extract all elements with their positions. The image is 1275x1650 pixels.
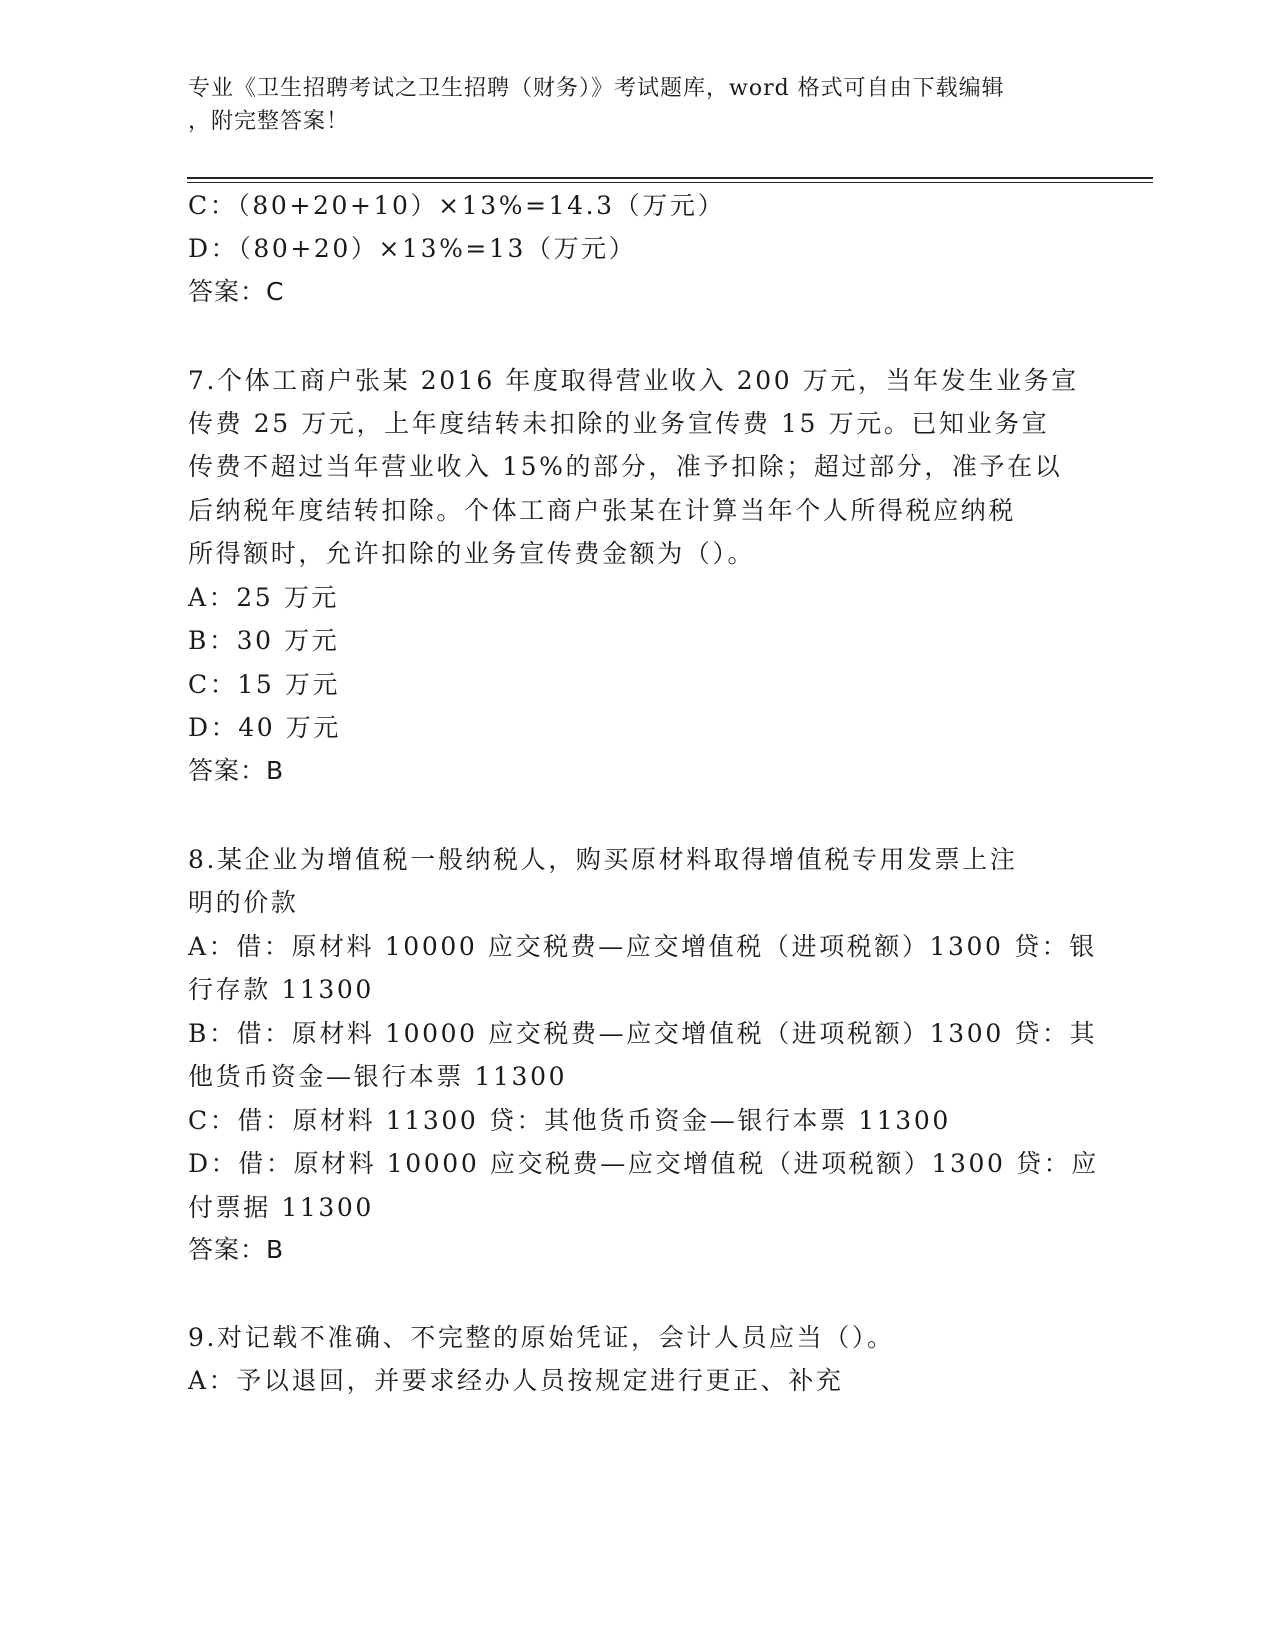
header-line-2: ，附完整答案！	[188, 109, 350, 134]
q7-option-d: D：40 万元	[188, 713, 342, 742]
q7-stem-line-4: 后纳税年度结转扣除。个体工商户张某在计算当年个人所得税应纳税	[188, 496, 1017, 525]
q7-stem-line-5: 所得额时，允许扣除的业务宣传费金额为（）。	[188, 539, 756, 568]
q7-option-b: B：30 万元	[188, 626, 340, 655]
prev-answer: 答案：C	[188, 277, 285, 306]
q8-option-a-line-1: A：借：原材料 10000 应交税费—应交增值税（进项税额）1300 贷：银	[188, 932, 1097, 961]
q8-option-a-line-2: 行存款 11300	[188, 975, 374, 1004]
header-divider	[187, 177, 1153, 179]
q7-answer: 答案：B	[188, 756, 285, 785]
q7-stem-line-3: 传费不超过当年营业收入 15%的部分，准予扣除；超过部分，准予在以	[188, 452, 1063, 481]
q8-answer: 答案：B	[188, 1235, 285, 1264]
header-line-1: 专业《卫生招聘考试之卫生招聘（财务）》考试题库，word 格式可自由下载编辑	[188, 76, 1005, 101]
q8-option-c: C：借：原材料 11300 贷：其他货币资金—银行本票 11300	[188, 1106, 951, 1135]
q7-option-a: A：25 万元	[188, 583, 340, 612]
document-header	[188, 72, 1068, 138]
q9-stem: 9.对记载不准确、不完整的原始凭证，会计人员应当（）。	[188, 1323, 895, 1352]
q7-stem-line-1: 7.个体工商户张某 2016 年度取得营业收入 200 万元，当年发生业务宣	[188, 366, 1079, 395]
q7-option-c: C：15 万元	[188, 670, 341, 699]
q8-stem-line-1: 8.某企业为增值税一般纳税人，购买原材料取得增值税专用发票上注	[188, 845, 1018, 874]
q8-stem-line-2: 明的价款	[188, 888, 299, 917]
q8-option-b-line-1: B：借：原材料 10000 应交税费—应交增值税（进项税额）1300 贷：其	[188, 1019, 1098, 1048]
prev-option-c: C：（80+20+10）×13%=14.3（万元）	[188, 191, 726, 220]
q9-option-a: A：予以退回，并要求经办人员按规定进行更正、补充	[188, 1366, 844, 1395]
q7-stem-line-2: 传费 25 万元，上年度结转未扣除的业务宣传费 15 万元。已知业务宣	[188, 409, 1050, 438]
prev-option-d: D：（80+20）×13%=13（万元）	[188, 234, 637, 263]
q8-option-d-line-2: 付票据 11300	[188, 1193, 374, 1222]
header-divider-thin	[187, 182, 1153, 183]
q8-option-b-line-2: 他货币资金—银行本票 11300	[188, 1062, 568, 1091]
q8-option-d-line-1: D：借：原材料 10000 应交税费—应交增值税（进项税额）1300 贷：应	[188, 1149, 1099, 1178]
